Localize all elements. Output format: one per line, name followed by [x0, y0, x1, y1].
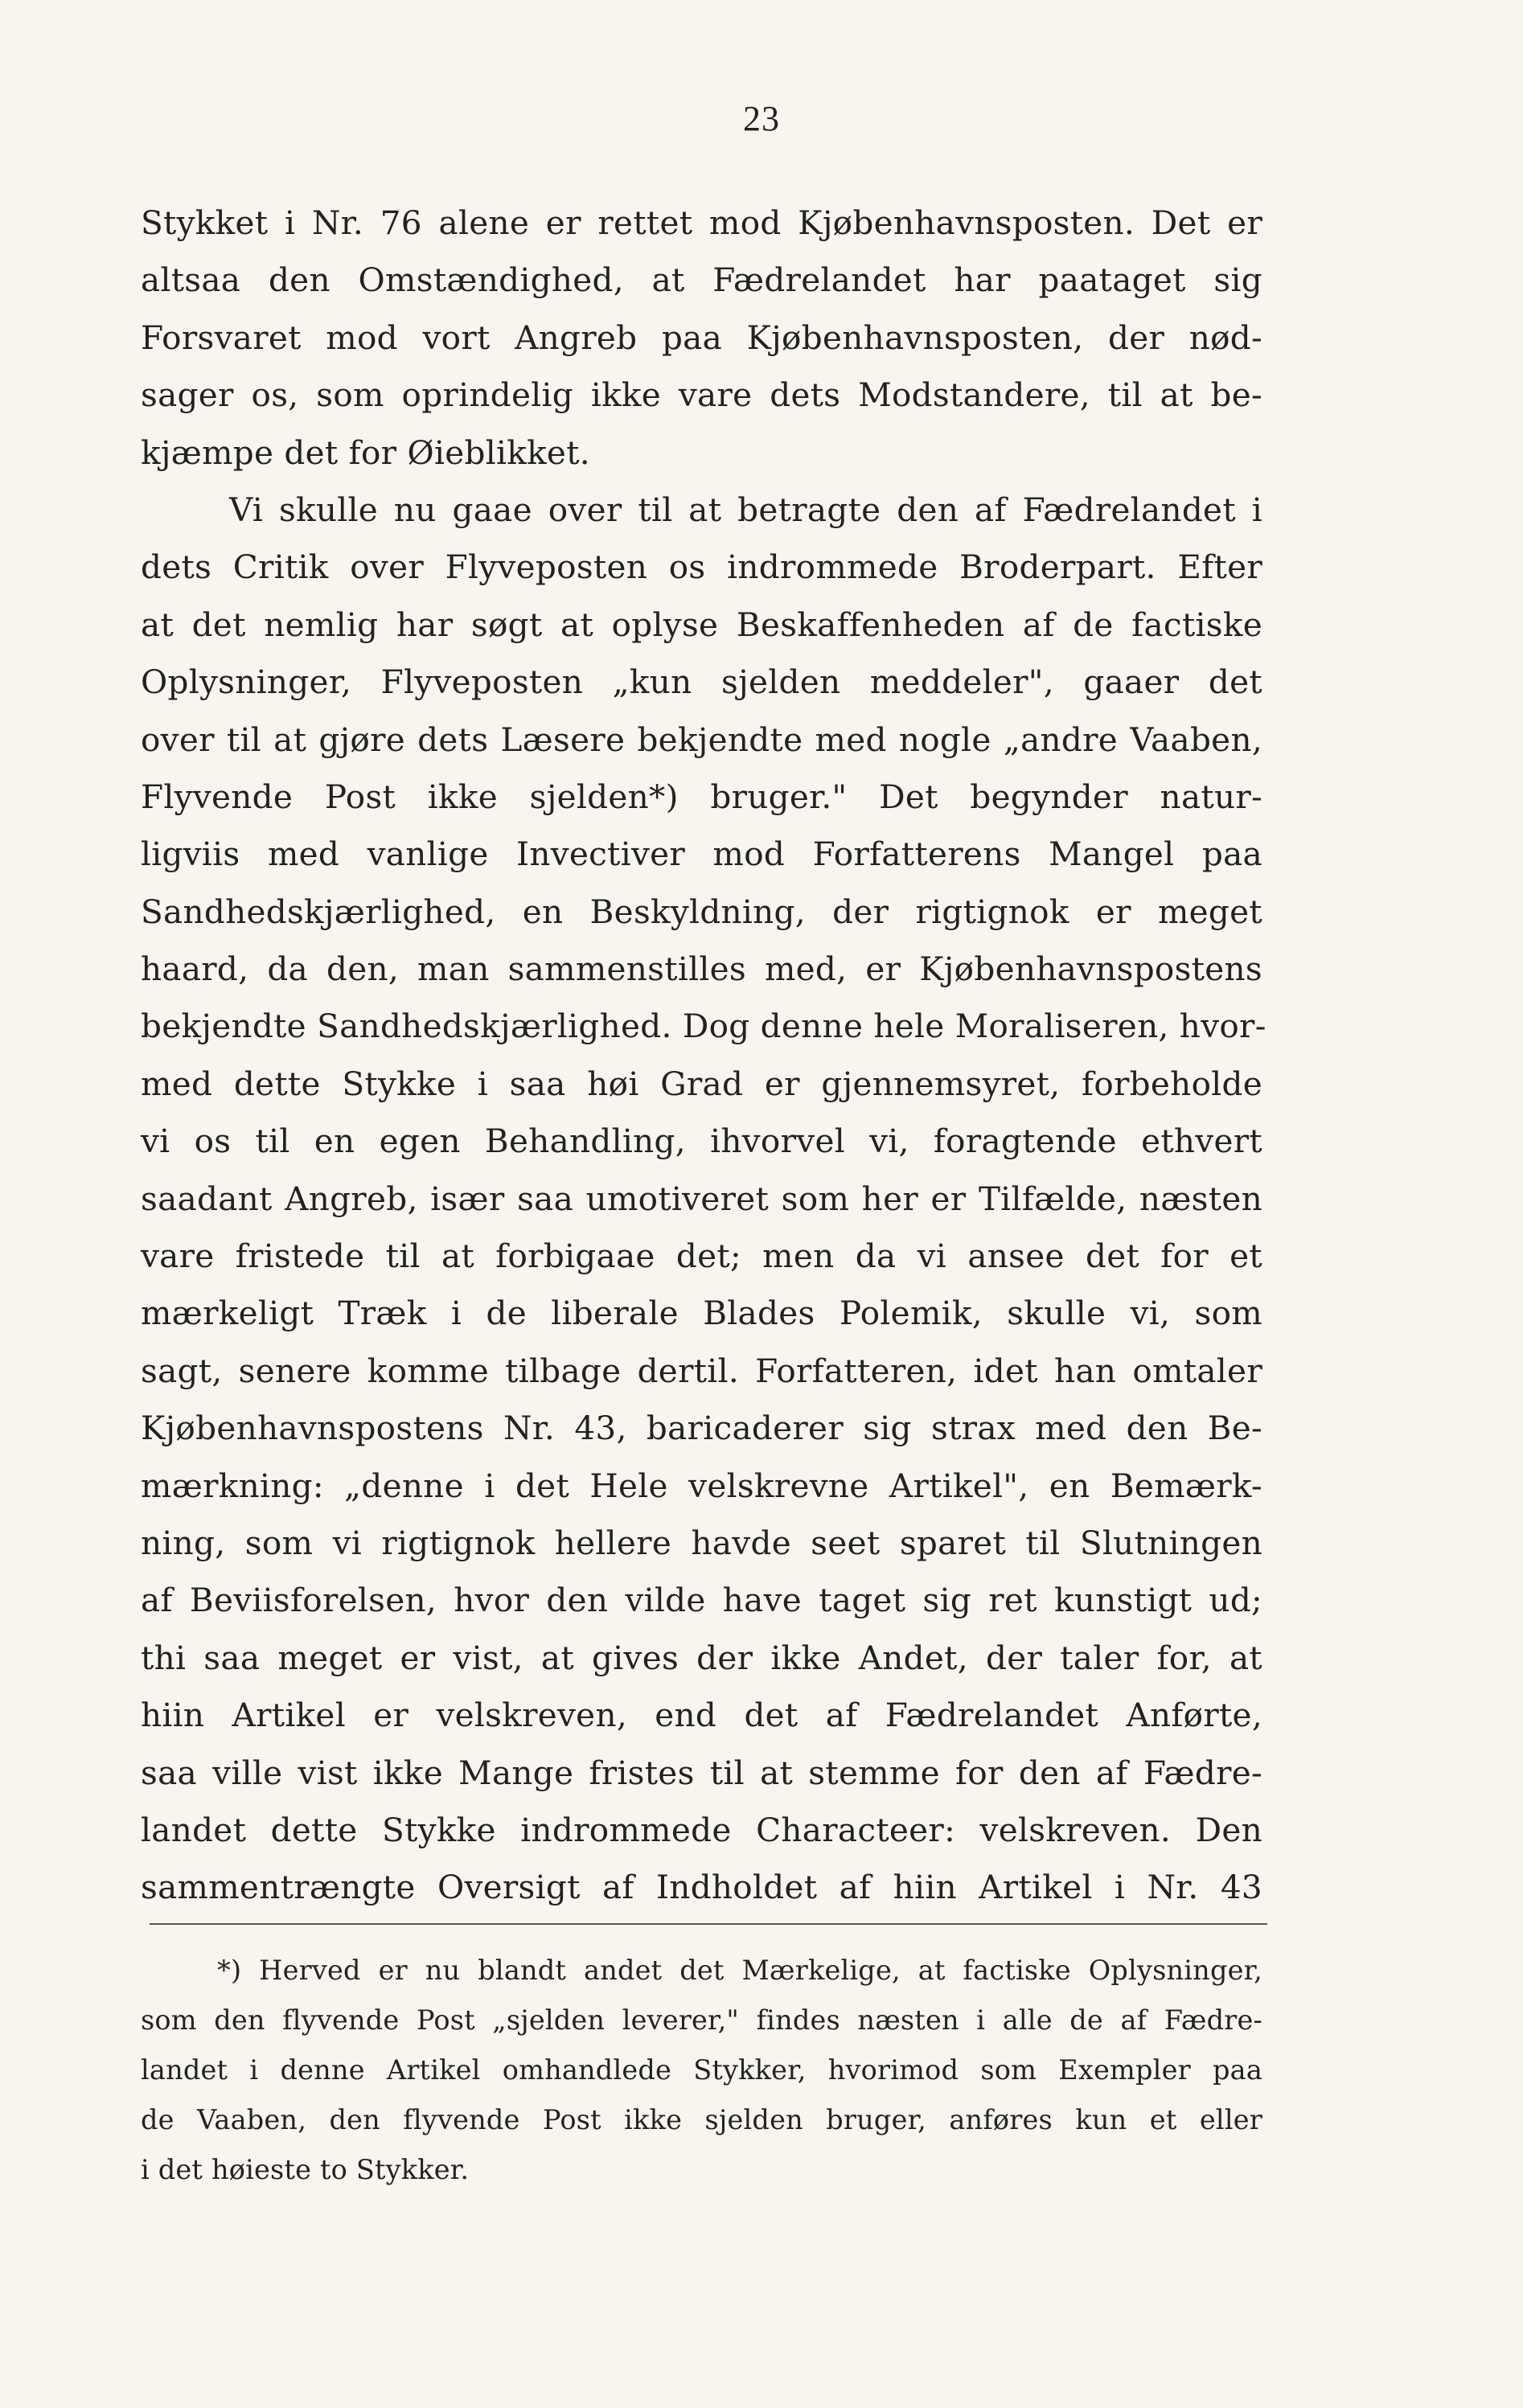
- text-line: Oplysninger, Flyveposten „kun sjelden meddeler", gaaer det: [141, 663, 1262, 702]
- page-number: 23: [743, 99, 780, 138]
- text-line: thi saa meget er vist, at gives der ikke Andet, der taler for, at: [141, 1638, 1262, 1677]
- text-line: af Beviisforelsen, hvor den vilde have taget sig ret kunstigt ud;: [141, 1581, 1262, 1620]
- text-line: haard, da den, man sammenstilles med, er Kjøbenhavnspostens: [141, 950, 1262, 989]
- footnote-line: *) Herved er nu blandt andet det Mærkelige, at factiske Oplysninger,: [217, 1955, 1262, 1986]
- text-line: over til at gjøre dets Læsere bekjendte med nogle „andre Vaaben,: [141, 720, 1262, 759]
- text-line: Kjøbenhavnspostens Nr. 43, baricaderer sig strax med den Be-: [141, 1409, 1262, 1448]
- body-text: [141, 195, 1266, 1917]
- text-line: bekjendte Sandhedskjærlighed. Dog denne hele Moraliseren, hvor-: [141, 1007, 1266, 1046]
- text-line: ning, som vi rigtignok hellere havde seet sparet til Slutningen: [141, 1523, 1262, 1562]
- text-line: vare fristede til at forbigaae det; men da vi ansee det for et: [141, 1237, 1262, 1276]
- text-line: mærkning: „denne i det Hele velskrevne Artikel", en Bemærk-: [141, 1466, 1262, 1505]
- footnote-line: landet i denne Artikel omhandlede Stykker, hvorimod som Exempler paa: [141, 2054, 1262, 2086]
- footnote-divider: [150, 1923, 1267, 1925]
- text-line: dets Critik over Flyveposten os indrommede Broderpart. Efter: [141, 548, 1262, 587]
- text-line: saa ville vist ikke Mange fristes til at stemme for den af Fædre-: [141, 1753, 1262, 1792]
- footnote-line: de Vaaben, den flyvende Post ikke sjelden bruger, anføres kun et eller: [141, 2104, 1262, 2135]
- text-line: saadant Angreb, især saa umotiveret som her er Tilfælde, næsten: [141, 1179, 1262, 1218]
- paragraph-start-line: Vi skulle nu gaae over til at betragte den af Fædrelandet i: [229, 490, 1262, 529]
- text-line: altsaa den Omstændighed, at Fædrelandet har paataget sig: [141, 260, 1262, 300]
- text-line: sager os, som oprindelig ikke vare dets Modstandere, til at be-: [141, 375, 1262, 415]
- text-line: Sandhedskjærlighed, en Beskyldning, der rigtignok er meget: [141, 892, 1262, 931]
- footnote-line: som den flyvende Post „sjelden leverer," findes næsten i alle de af Fædre-: [141, 2004, 1262, 2036]
- text-line: hiin Artikel er velskreven, end det af Fædrelandet Anførte,: [141, 1696, 1262, 1735]
- text-line: Stykket i Nr. 76 alene er rettet mod Kjøbenhavnsposten. Det er: [141, 203, 1262, 242]
- text-line: Flyvende Post ikke sjelden*) bruger." Det begynder natur-: [141, 777, 1262, 816]
- text-line: med dette Stykke i saa høi Grad er gjennemsyret, forbeholde: [141, 1064, 1262, 1103]
- text-line: ligviis med vanlige Invectiver mod Forfatterens Mangel paa: [141, 835, 1262, 874]
- text-line: kjæmpe det for Øieblikket.: [141, 433, 590, 472]
- text-line: sammentrængte Oversigt af Indholdet af hiin Artikel i Nr. 43: [141, 1868, 1262, 1907]
- text-line: vi os til en egen Behandling, ihvorvel vi, foragtende ethvert: [141, 1122, 1262, 1161]
- text-line: mærkeligt Træk i de liberale Blades Polemik, skulle vi, som: [141, 1294, 1262, 1333]
- footnote: [141, 1946, 1262, 2195]
- text-line: at det nemlig har søgt at oplyse Beskaffenheden af de factiske: [141, 605, 1262, 644]
- text-line: landet dette Stykke indrommede Characteer: velskreven. Den: [141, 1810, 1262, 1849]
- footnote-line: i det høieste to Stykker.: [141, 2154, 470, 2185]
- text-line: sagt, senere komme tilbage dertil. Forfatteren, idet han omtaler: [141, 1351, 1262, 1390]
- text-line: Forsvaret mod vort Angreb paa Kjøbenhavnsposten, der nød-: [141, 318, 1262, 357]
